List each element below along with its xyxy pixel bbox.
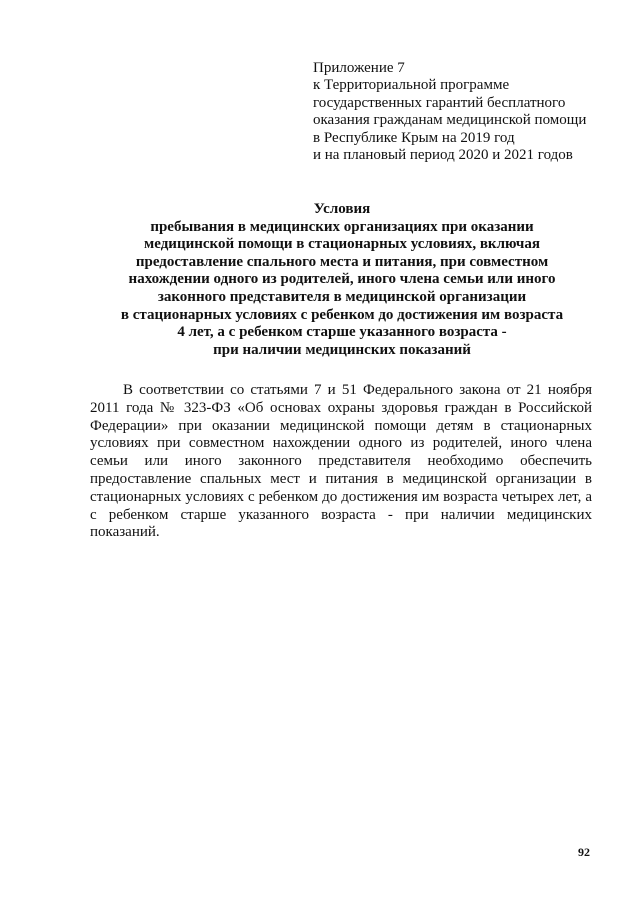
appendix-line: государственных гарантий бесплатного <box>313 94 566 111</box>
page-number: 92 <box>578 845 590 859</box>
appendix-line: в Республике Крым на 2019 год <box>313 129 515 146</box>
title-line: нахождении одного из родителей, иного члена семьи или иного <box>128 271 556 288</box>
title-line: законного представителя в медицинской организации <box>157 288 527 305</box>
title-line: Условия <box>313 201 371 217</box>
title-line: пребывания в медицинских организациях при оказании <box>150 218 534 235</box>
appendix-line: оказания гражданам медицинской помощи <box>313 112 587 129</box>
appendix-line: и на плановый период 2020 и 2021 годов <box>313 147 573 164</box>
title-line: предоставление спального места и питания, при совместном <box>135 253 549 270</box>
appendix-line: к Территориальной программе <box>313 77 510 94</box>
document-title <box>95 201 589 359</box>
title-line: в стационарных условиях с ребенком до достижения им возраста <box>120 306 564 323</box>
body-paragraph: В соответствии со статьями 7 и 51 Федерального закона от 21 ноября 2011 года № 323-ФЗ «Об основах охраны здоровья граждан в Российской Федерации» при оказании медицинской помощи детям в стационарных условиях при совместном нахождении одного из родителей, иного члена семьи или иного законного представителя необходимо обеспечить предоставление спальных мест и питания в медицинской организации в стационарных условиях с ребенком до достижения им возраста четырех лет, а с ребенком старше указанного возраста - при наличии медицинских показаний. <box>90 382 592 541</box>
appendix-header <box>313 60 613 164</box>
title-line: при наличии медицинских показаний <box>213 341 471 358</box>
appendix-line: Приложение 7 <box>313 60 405 76</box>
title-line: 4 лет, а с ребенком старше указанного возраста - <box>177 324 507 341</box>
title-line: медицинской помощи в стационарных условиях, включая <box>144 236 540 253</box>
